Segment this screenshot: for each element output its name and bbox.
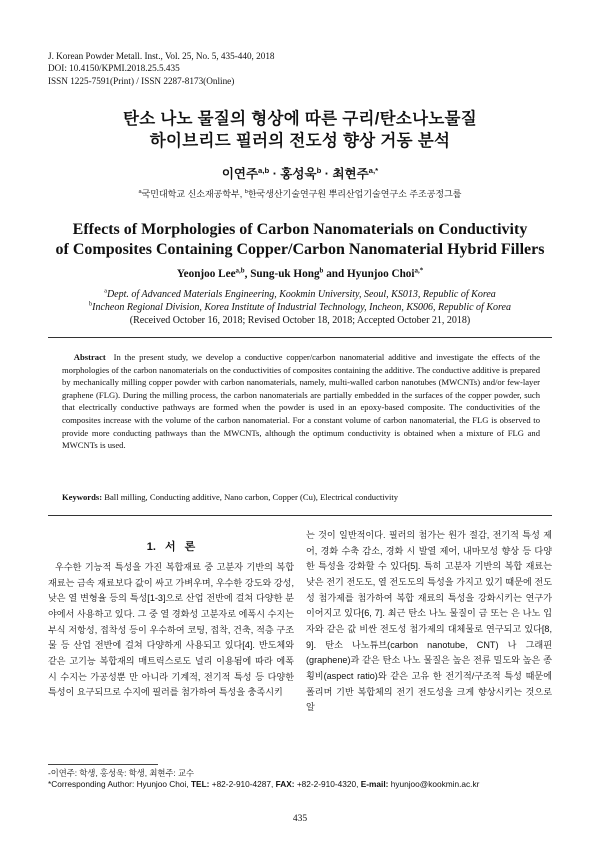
- corr-label: *Corresponding Author:: [48, 779, 137, 789]
- left-paragraph-text: 우수한 기능적 특성을 가진 복합재료 중 고분자 기반의 복합 재료는 금속 재료보다 값이 싸고 가벼우며, 우수한 강도와 강성, 낮은 열 변형율 등의 특성[1-3]으로 산업 전반에 걸쳐 다양한 분야에서 사용하고 있다. 그 중 열 경화성 고분자로 에폭시 수지는 부식 저항성, 접착성 등이 우수하여 코팅, 접착, 건축, 적층 구조물 등 산업 전반에 걸쳐 다양하게 사용되고 있다[4]. 반도체와 같은 고기능 복합재의 매트릭스로도 널리 이용됨에 따라 에폭시 수지는 가공성뿐 만 아니라 기계적, 전기적 특성 등 다양한 특성이 요구되므로 수지에 필러를 첨가하여 특성을 충족시키: [48, 562, 294, 698]
- footnote-divider: [48, 764, 158, 765]
- corresponding-author: [48, 779, 479, 790]
- author-3-sup-text: a,: [414, 266, 420, 275]
- section-heading-introduction: [48, 538, 294, 554]
- received-dates: (Received October 16, 2018; Revised October 18, 2018; Accepted October 21, 2018): [129, 315, 471, 326]
- korean-authors: [0, 164, 600, 182]
- author-separator: ,: [244, 268, 251, 280]
- page-number: 435: [292, 814, 308, 824]
- keywords-label: Keywords:: [62, 492, 103, 502]
- author-1: 이연주: [221, 167, 259, 181]
- affil-a-sup: a: [138, 189, 142, 195]
- author-separator: ·: [269, 167, 281, 181]
- email-label: E-mail:: [360, 779, 389, 789]
- doi: DOI: 10.4150/KPMI.2018.25.5.435: [48, 63, 180, 74]
- affil-b-sup: b: [244, 189, 248, 195]
- affil-a: Dept. of Advanced Materials Engineering, Kookmin University, Seoul, KS013, Republic of Korea: [106, 289, 496, 300]
- affil-line-a: [0, 288, 600, 301]
- author-1-sup: a,b: [258, 165, 270, 175]
- abstract-label: Abstract: [73, 352, 106, 362]
- author-1-sup: a,b: [235, 266, 245, 275]
- affil-b-sup: b: [89, 300, 93, 308]
- footnotes: [48, 768, 479, 790]
- author-3-sup-text: a,: [368, 165, 376, 175]
- corresponding-star: *: [375, 165, 379, 175]
- author-2-sup: b: [319, 266, 324, 275]
- abstract-body: In the present study, we develop a conductive copper/carbon nanomaterial additive and investigate the effects of the morphologies of the carbon nanomaterials on the conductivities of composites containing the additive. The conductive additive is prepared by mechanically milling copper powder with carbon nanomaterials, namely, multi-walled carbon nanotubes (MWCNTs) and/or few-layer graphene (FLG). During the milling process, the carbon nanomaterials are partially embedded in the surfaces of the copper powder, such that electrically conductive pathways are formed when the powder is used in an epoxy-based composite. The conductivities of the composites increase with the volume of the carbon nanomaterial. For a constant volume of carbon nanomaterial, the FLG is observed to provide more conducting pathways than the MWCNTs, although the optimum conductivity is obtained when a mixture of FLG and MWCNTs is used.: [62, 352, 540, 451]
- affil-a: 국민대학교 신소재공학부,: [141, 189, 245, 199]
- author-separator: ·: [321, 167, 333, 181]
- left-column: [48, 560, 294, 701]
- body-paragraph: [48, 560, 294, 701]
- korean-title: [0, 108, 600, 152]
- english-authors: [0, 268, 600, 280]
- abstract: [62, 351, 540, 452]
- issn: ISSN 1225-7591(Print) / ISSN 2287-8173(Online): [48, 75, 235, 86]
- author-2: 홍성욱: [280, 167, 317, 181]
- author-2: Sung-uk Hong: [250, 268, 320, 280]
- korean-title-line-1: 탄소 나노 물질의 형상에 따른 구리/탄소나노물질: [122, 110, 478, 128]
- fax-value: +82-2-910-4320,: [294, 779, 361, 789]
- affil-a-sup: a: [104, 287, 107, 295]
- body-paragraph: 는 것이 일반적이다. 필러의 첨가는 원가 절감, 전기적 특성 제어, 경화 수축 감소, 경화 시 발열 제어, 내마모성 향상 등 다양한 특성을 강화할 수 있다[5]. 특히 고분자 기반의 복합 재료는 낮은 전기 전도도, 열 전도도의 특성을 가지고 있기 때문에 전도성 첨가제를 첨가하여 복합 재료의 특성을 강화시키는 연구가 이어지고 있다[6, 7]. 최근 탄소 나노 물질이 금 또는 은 나노 입자와 같은 값 비싼 전도성 첨가제의 대체물로 연구되고 있다[8, 9]. 탄소 나노튜브(carbon nanotube, CNT) 나 그래핀(graphene)과 같은 탄소 나노 물질은 높은 전류 밀도와 높은 종횡비(aspect ratio)와 같은 고유 한 전기적/구조적 특성 때문에 폴리머 기반 복합체의 전기 전도성을 크게 향상시키는 것으로 알: [306, 530, 552, 713]
- fax-label: FAX:: [275, 779, 295, 789]
- english-title-line-2: of Composites Containing Copper/Carbon Nanomaterial Hybrid Fillers: [55, 241, 545, 258]
- journal-header: [48, 50, 275, 87]
- keywords: [62, 492, 540, 502]
- korean-affiliations: [0, 187, 600, 200]
- corresponding-star: *: [419, 266, 424, 275]
- tel-label: TEL:: [190, 779, 210, 789]
- author-3: 최현주: [332, 167, 369, 181]
- section-title: 서 론: [164, 541, 196, 553]
- author-3: Hyunjoo Choi: [347, 268, 415, 280]
- journal-citation: J. Korean Powder Metall. Inst., Vol. 25, No. 5, 435-440, 2018: [48, 51, 275, 61]
- keywords-text: Ball milling, Conducting additive, Nano carbon, Copper (Cu), Electrical conductivity: [102, 492, 399, 502]
- author-3-sup: [415, 266, 424, 274]
- email-value: hyunjoo@kookmin.ac.kr: [388, 779, 480, 789]
- affil-b: Incheon Regional Division, Korea Institute of Industrial Technology, Incheon, KS006, Republic of Korea: [92, 302, 511, 313]
- section-number: 1.: [146, 541, 156, 553]
- english-affiliations: [0, 288, 600, 327]
- affil-b: 한국생산기술연구원 뿌리산업기술연구소 주조공정그룹: [247, 189, 462, 199]
- affil-line-b: [0, 301, 600, 314]
- english-title-line-1: Effects of Morphologies of Carbon Nanomaterials on Conductivity: [72, 221, 528, 238]
- author-roles: -이연주: 학생, 홍성욱: 학생, 최현주: 교수: [48, 768, 195, 778]
- korean-title-line-2: 하이브리드 필러의 전도성 향상 거동 분석: [149, 132, 451, 150]
- corr-name: Hyunjoo Choi,: [136, 779, 191, 789]
- tel-value: +82-2-910-4287,: [209, 779, 276, 789]
- author-separator: and: [323, 268, 348, 280]
- author-3-sup: [369, 166, 379, 175]
- right-column: [306, 528, 552, 716]
- author-1: Yeonjoo Lee: [176, 268, 236, 280]
- english-title: [0, 220, 600, 260]
- author-2-sup: b: [316, 165, 322, 175]
